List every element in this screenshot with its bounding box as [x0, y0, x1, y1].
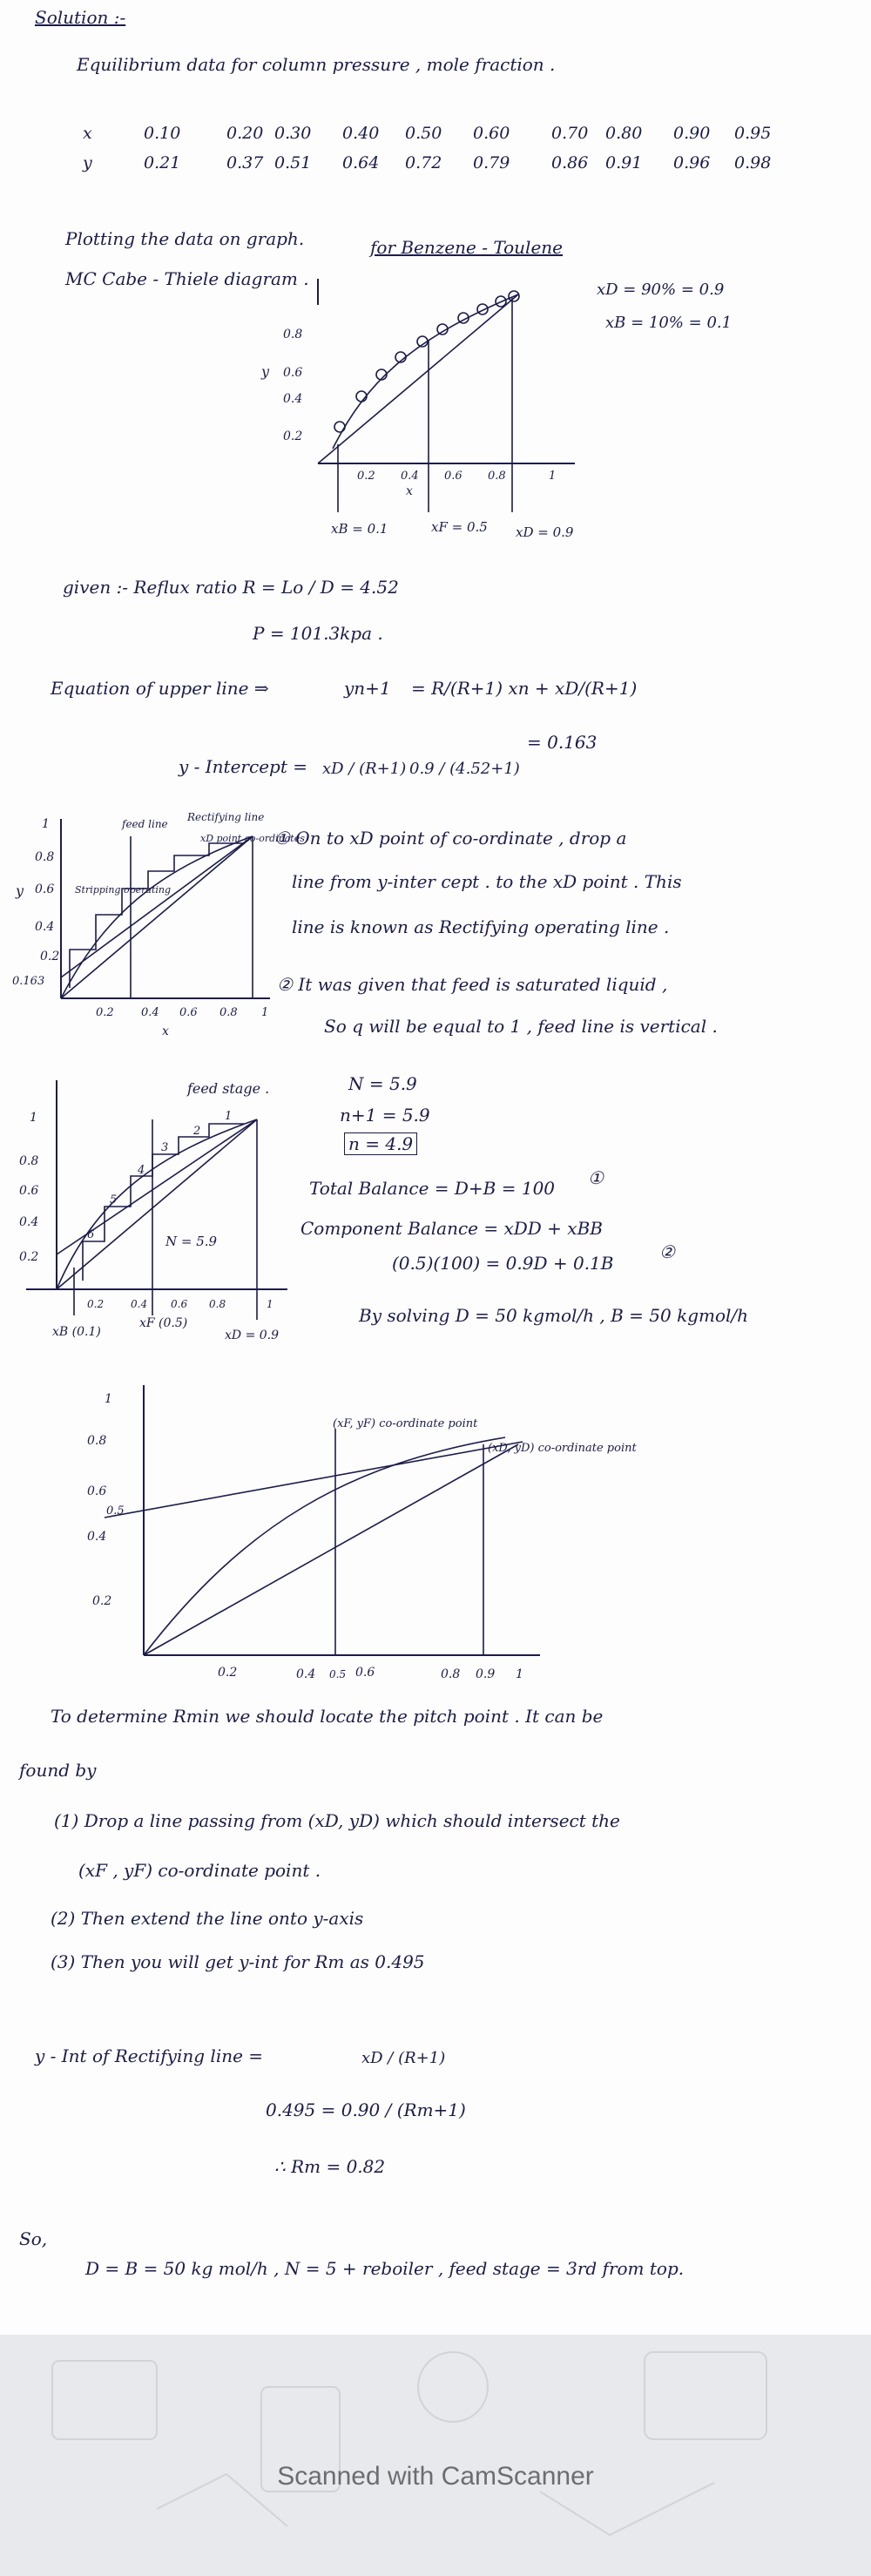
yint-formula: xD / (R+1) — [361, 2049, 446, 2067]
x-axis-label: x — [162, 1024, 169, 1038]
rmin-step-1: (1) Drop a line passing from (xD, yD) which should intersect the — [54, 1810, 620, 1831]
y-tick: 1 — [105, 1392, 112, 1406]
equilibrium-curve — [144, 1437, 505, 1655]
upper-line-lhs: yn+1 — [344, 678, 391, 699]
component-balance: Component Balance = xDD + xBB — [300, 1218, 603, 1239]
conclusion-text: D = B = 50 kg mol/h , N = 5 + reboiler , feed stage = 3rd from top. — [85, 2258, 685, 2279]
y-tick: 1 — [42, 817, 50, 831]
x-tick: 1 — [267, 1298, 273, 1310]
total-balance-number: ① — [588, 1167, 604, 1188]
x-tick: 0.6 — [444, 470, 463, 483]
rmin-step-3: (3) Then you will get y-int for Rm as 0.495 — [51, 1951, 425, 1972]
diagonal-line — [57, 1119, 257, 1289]
y-tick: 0.8 — [35, 850, 55, 864]
stage-count-graph — [0, 1067, 296, 1350]
data-point — [356, 391, 367, 402]
yint-label: y - Int of Rectifying line = — [35, 2045, 264, 2066]
plot-intro-line1: Plotting the data on graph. — [65, 228, 305, 249]
note-2b: So q will be equal to 1 , feed line is vertical . — [324, 1016, 718, 1037]
y-tick: 0.6 — [35, 882, 55, 896]
y-tick: 1 — [30, 1111, 37, 1125]
stage-number: 6 — [87, 1228, 95, 1241]
stage-number: 2 — [193, 1125, 201, 1138]
upper-line-label: Equation of upper line ⇒ — [51, 678, 269, 699]
xb-label: xB = 0.1 — [331, 521, 388, 537]
y-tick: 0.6 — [19, 1184, 39, 1198]
y-value: 0.79 — [473, 153, 510, 172]
yint-equation: 0.495 = 0.90 / (Rm+1) — [266, 2099, 466, 2120]
x-tick: 1 — [549, 470, 557, 483]
y-value: 0.21 — [144, 153, 181, 172]
component-balance-number: ② — [659, 1241, 675, 1262]
x-value: 0.80 — [605, 124, 643, 143]
upper-line-rhs: = R/(R+1) xn + xD/(R+1) — [411, 678, 638, 699]
stage-number: 4 — [138, 1164, 145, 1177]
graph-label: Stripping operating — [75, 884, 172, 896]
y-tick: 0.8 — [283, 328, 303, 341]
y-axis-label: y — [16, 882, 24, 899]
x-tick: 0.8 — [209, 1298, 226, 1310]
x-tick: 0.9 — [476, 1667, 496, 1681]
x-value: 0.10 — [144, 124, 181, 143]
stage-count-plus-one: n+1 = 5.9 — [340, 1105, 430, 1126]
equilibrium-points — [334, 291, 519, 432]
rmin-step-1-cont: (xF , yF) co-ordinate point . — [78, 1860, 321, 1881]
plot-intro-line2: MC Cabe - Thiele diagram . — [65, 268, 309, 289]
x-tick: 0.8 — [219, 1006, 238, 1019]
conclusion-so: So, — [19, 2228, 48, 2249]
stage-count-boxed: n = 4.9 — [344, 1132, 417, 1155]
total-balance: Total Balance = D+B = 100 — [309, 1178, 556, 1199]
y-tick: 0.8 — [87, 1434, 107, 1448]
y-value: 0.64 — [342, 153, 380, 172]
reflux-ratio: given :- Reflux ratio R = Lo / D = 4.52 — [63, 577, 399, 598]
x-value: 0.20 — [226, 124, 264, 143]
x-tick: 1 — [261, 1006, 269, 1019]
xf-point-label: (xF, yF) co-ordinate point — [333, 1417, 478, 1430]
graph-label: Rectifying line — [187, 811, 265, 823]
x-row — [83, 118, 778, 148]
x-tick: 0.4 — [296, 1667, 316, 1681]
y-value: 0.91 — [605, 153, 643, 172]
x-value: 0.95 — [734, 124, 772, 143]
stage-number: 3 — [161, 1141, 169, 1154]
x-tick: 0.2 — [357, 470, 375, 483]
y-tick: 0.4 — [19, 1215, 39, 1229]
stage-number: 1 — [225, 1110, 233, 1123]
xd-point-label: (xD, yD) co-ordinate point — [488, 1442, 637, 1455]
y-value: 0.98 — [734, 153, 772, 172]
equilibrium-title: Equilibrium data for column pressure , mole fraction . — [77, 54, 556, 75]
x-tick: 0.6 — [171, 1298, 188, 1310]
y-value: 0.96 — [673, 153, 711, 172]
x-value: 0.60 — [473, 124, 510, 143]
x-tick: 0.4 — [401, 470, 419, 483]
equilibrium-table — [83, 118, 778, 178]
stage-number: 5 — [110, 1193, 118, 1207]
y-tick: 0.2 — [40, 950, 60, 963]
rmin-paragraph-cont: found by — [19, 1760, 97, 1781]
x-tick: 0.2 — [96, 1006, 114, 1019]
diagonal-line — [318, 294, 518, 463]
rectifying-line — [61, 836, 253, 977]
y-row — [83, 148, 778, 178]
intercept-substituted: 0.9 / (4.52+1) — [409, 760, 520, 778]
rectifying-line-graph — [0, 801, 305, 1038]
y-tick: 0.6 — [87, 1484, 107, 1498]
x-axis-label: x — [406, 484, 413, 498]
y-tick: 0.2 — [283, 429, 303, 443]
x-tick: 0.4 — [131, 1298, 148, 1310]
note-2a: ② It was given that feed is saturated liquid , — [277, 974, 668, 995]
xf-label: xF = 0.5 — [431, 519, 488, 535]
y-tick: 0.2 — [19, 1250, 39, 1264]
y-tick: 0.5 — [106, 1504, 125, 1518]
x-tick: 0.8 — [441, 1667, 461, 1681]
pressure: P = 101.3kpa . — [253, 623, 383, 644]
xb-value: xB = 10% = 0.1 — [605, 314, 733, 332]
intercept-formula: xD / (R+1) — [322, 760, 407, 778]
x-value: 0.90 — [673, 124, 711, 143]
solution-result: By solving D = 50 kgmol/h , B = 50 kgmol/h — [359, 1305, 749, 1326]
x-tick: 0.5 — [329, 1668, 347, 1680]
component-balance-equation: (0.5)(100) = 0.9D + 0.1B — [392, 1253, 614, 1274]
feed-stage-label: feed stage . — [187, 1080, 270, 1097]
data-point — [334, 422, 345, 432]
x-value: 0.50 — [405, 124, 442, 143]
x-tick: 1 — [516, 1667, 523, 1681]
note-1c: line is known as Rectifying operating line . — [292, 916, 670, 937]
y-tick: 0.6 — [283, 366, 303, 380]
pinch-line — [105, 1442, 523, 1518]
x-tick: 0.4 — [141, 1006, 159, 1019]
rmin-result: ∴ Rm = 0.82 — [274, 2156, 386, 2177]
y-tick: 0.2 — [92, 1594, 112, 1608]
scanner-footer — [0, 2335, 871, 2576]
watermark-background — [0, 2335, 871, 2576]
y-value: 0.72 — [405, 153, 442, 172]
note-1b: line from y-inter cept . to the xD point . This — [292, 871, 682, 892]
graph-label: xD point co-ordinates — [200, 833, 305, 844]
rmin-paragraph: To determine Rmin we should locate the pitch point . It can be — [51, 1706, 604, 1727]
solution-heading: Solution :- — [35, 7, 126, 28]
xd-value: xD = 90% = 0.9 — [597, 281, 725, 299]
rmin-step-2: (2) Then extend the line onto y-axis — [51, 1908, 364, 1929]
y-tick: 0.4 — [87, 1530, 107, 1544]
y-value: 0.51 — [274, 153, 312, 172]
x-value: 0.70 — [551, 124, 589, 143]
x-value: 0.40 — [342, 124, 380, 143]
x-tick: 0.6 — [179, 1006, 198, 1019]
y-value: 0.37 — [226, 153, 264, 172]
diagonal-line — [61, 836, 253, 998]
y-tick: 0.4 — [35, 920, 55, 934]
camscanner-watermark: Scanned with CamScanner — [277, 2462, 594, 2491]
y-value: 0.86 — [551, 153, 589, 172]
x-tick: 0.2 — [87, 1298, 105, 1310]
mccabe-thiele-graph-1 — [235, 279, 584, 558]
x-tick: 0.8 — [488, 470, 506, 483]
stage-count-label: N = 5.9 — [165, 1234, 218, 1249]
xd-label: xD = 0.9 — [225, 1329, 280, 1342]
xd-label: xD = 0.9 — [516, 524, 574, 540]
x-value: 0.30 — [274, 124, 312, 143]
y-label: y — [83, 153, 92, 172]
x-tick: 0.6 — [355, 1666, 375, 1680]
graph-label: feed line — [122, 818, 168, 830]
system-label: for Benzene - Toulene — [370, 237, 563, 258]
y-axis-label: y — [261, 363, 270, 380]
minimum-reflux-graph — [52, 1376, 637, 1690]
xb-label: xB (0.1) — [52, 1325, 101, 1339]
note-1a: ① On to xD point of co-ordinate , drop a — [274, 828, 627, 849]
x-tick: 0.2 — [218, 1666, 238, 1680]
intercept-result: = 0.163 — [527, 732, 598, 753]
y-tick: 0.8 — [19, 1154, 39, 1168]
y-tick: 0.163 — [12, 975, 45, 988]
x-label: x — [83, 124, 92, 143]
stage-count: N = 5.9 — [348, 1073, 417, 1094]
xf-label: xF (0.5) — [139, 1316, 188, 1330]
y-tick: 0.4 — [283, 392, 303, 406]
intercept-label: y - Intercept = — [179, 756, 307, 777]
